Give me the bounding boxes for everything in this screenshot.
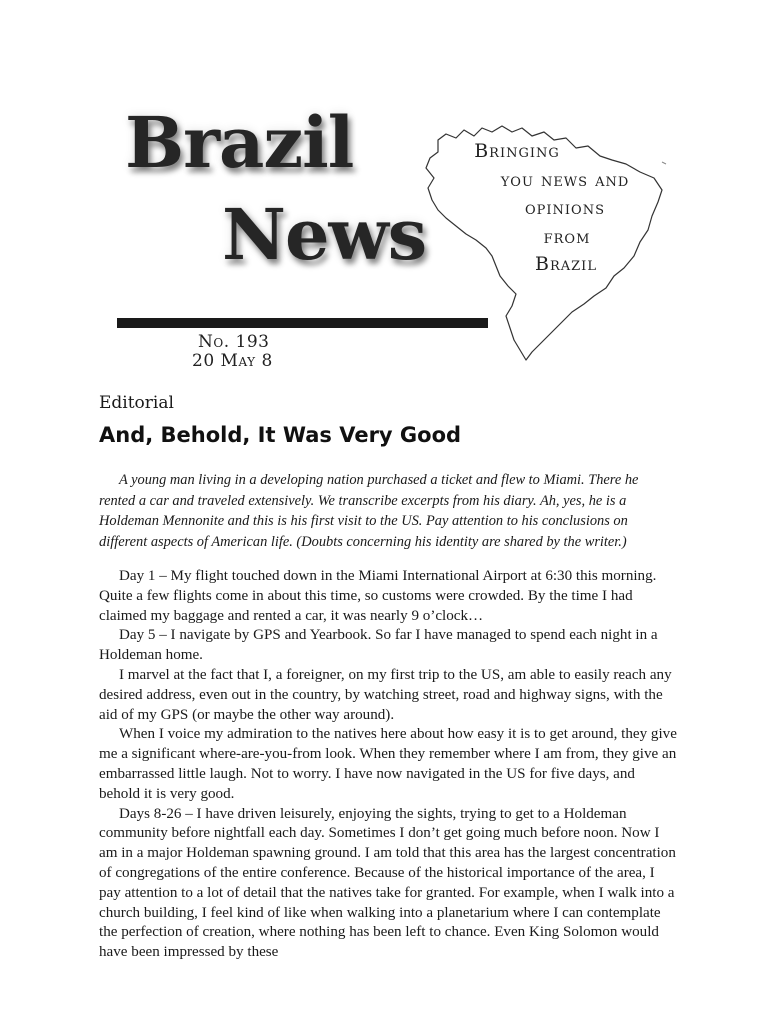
article-body xyxy=(99,567,677,963)
body-paragraph-1: Day 1 – My flight touched down in the Miami International Airport at 6:30 this morning. Quite a few flights come in about this time, so customs were crowded. By the time I had claimed my baggage and rented a car, it was nearly 9 o’clock… xyxy=(99,568,657,624)
tagline-line-1: Bringing xyxy=(474,140,560,162)
article-intro: A young man living in a developing nation purchased a ticket and flew to Miami. There he rented a car and traveled extensively. We transcribe excerpts from his diary. Ah, yes, he is a Holdeman Mennonite and this is his first visit to the US. Pay attention to his conclusions on different aspects of American life. (Doubts concerning his identity are shared by the writer.) xyxy=(99,472,639,550)
article-headline: And, Behold, It Was Very Good xyxy=(99,423,462,447)
section-label: Editorial xyxy=(99,393,174,413)
tagline-line-2: you news and xyxy=(500,169,630,191)
issue-number: No. 193 xyxy=(198,332,270,352)
masthead-title-news: News xyxy=(222,193,427,276)
body-paragraph-4: When I voice my admiration to the natives here about how easy it is to get around, they give me a significant where-are-you-from look. When they remember where I am from, they give an embarrassed little laugh. Not to worry. I have now navigated in the US for five days, and behold it is very good. xyxy=(99,726,677,802)
masthead-title-brazil: Brazil xyxy=(125,101,354,184)
tagline-line-3: opinions xyxy=(525,197,605,219)
tagline-line-4: from xyxy=(543,226,591,248)
body-paragraph-5: Days 8-26 – I have driven leisurely, enjoying the sights, trying to get to a Holdeman community before nightfall each day. Sometimes I don’t get going much before noon. Now I am in a major Holdeman spawning ground. I am told that this area has the largest concentration of congregations of the entire conference. Because of the historical importance of the area, I pay attention to a lot of detail that the natives take for granted. For example, when I walk into a church building, I feel kind of like when walking into a planetarium where I can contemplate the perfection of creation, where nothing has been left to chance. Even King Solomon would have been impressed by these xyxy=(99,805,676,961)
masthead-divider xyxy=(117,318,488,328)
body-paragraph-2: Day 5 – I navigate by GPS and Yearbook. So far I have managed to spend each night in a Holdeman home. xyxy=(99,627,658,664)
body-paragraph-3: I marvel at the fact that I, a foreigner, on my first trip to the US, am able to easily reach any desired address, even out in the country, by watching street, road and highway signs, with the aid of my GPS (or maybe the other way around). xyxy=(99,666,672,723)
tagline-line-5: Brazil xyxy=(535,253,597,275)
issue-date: 20 May 8 xyxy=(192,351,273,371)
